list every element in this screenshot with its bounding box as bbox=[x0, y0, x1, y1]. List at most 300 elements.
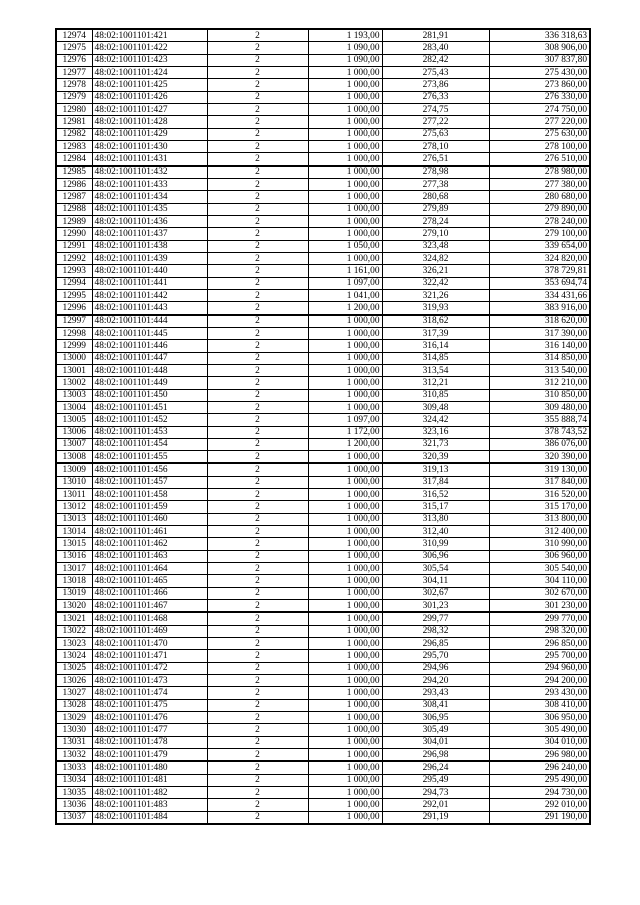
total-value-cell: 304 110,00 bbox=[489, 575, 590, 587]
cadastral-number-cell: 48:02:1001101:436 bbox=[92, 215, 207, 227]
group-code-cell: 2 bbox=[207, 426, 308, 438]
area-value-cell: 1 000,00 bbox=[308, 662, 382, 674]
total-value-cell: 378 743,52 bbox=[489, 426, 590, 438]
group-code-cell: 2 bbox=[207, 103, 308, 115]
group-code-cell: 2 bbox=[207, 724, 308, 736]
table-row bbox=[56, 315, 590, 328]
row-number-cell: 13018 bbox=[56, 575, 92, 587]
unit-value-cell: 278,24 bbox=[382, 215, 489, 227]
total-value-cell: 294 730,00 bbox=[489, 787, 590, 799]
row-number-cell: 13005 bbox=[56, 414, 92, 426]
area-value-cell: 1 000,00 bbox=[308, 638, 382, 650]
unit-value-cell: 326,21 bbox=[382, 265, 489, 277]
row-number-cell: 12992 bbox=[56, 252, 92, 264]
unit-value-cell: 296,24 bbox=[382, 761, 489, 774]
cadastral-number-cell: 48:02:1001101:421 bbox=[92, 29, 207, 42]
group-code-cell: 2 bbox=[207, 662, 308, 674]
group-code-cell: 2 bbox=[207, 240, 308, 252]
row-number-cell: 12977 bbox=[56, 66, 92, 78]
cadastral-number-cell: 48:02:1001101:426 bbox=[92, 91, 207, 103]
table-row bbox=[56, 302, 590, 315]
row-number-cell: 12987 bbox=[56, 191, 92, 203]
area-value-cell: 1 000,00 bbox=[308, 79, 382, 91]
area-value-cell: 1 000,00 bbox=[308, 774, 382, 786]
unit-value-cell: 279,10 bbox=[382, 228, 489, 240]
total-value-cell: 306 960,00 bbox=[489, 550, 590, 562]
table-row bbox=[56, 587, 590, 599]
table-row bbox=[56, 612, 590, 625]
row-number-cell: 13002 bbox=[56, 377, 92, 389]
area-value-cell: 1 000,00 bbox=[308, 389, 382, 401]
unit-value-cell: 293,43 bbox=[382, 687, 489, 699]
group-code-cell: 2 bbox=[207, 377, 308, 389]
unit-value-cell: 314,85 bbox=[382, 352, 489, 364]
cadastral-number-cell: 48:02:1001101:441 bbox=[92, 277, 207, 289]
group-code-cell: 2 bbox=[207, 501, 308, 513]
cadastral-number-cell: 48:02:1001101:479 bbox=[92, 749, 207, 762]
total-value-cell: 307 837,80 bbox=[489, 54, 590, 66]
unit-value-cell: 316,52 bbox=[382, 489, 489, 501]
cadastral-number-cell: 48:02:1001101:447 bbox=[92, 352, 207, 364]
row-number-cell: 13036 bbox=[56, 799, 92, 811]
cadastral-number-cell: 48:02:1001101:433 bbox=[92, 178, 207, 190]
row-number-cell: 13017 bbox=[56, 563, 92, 575]
table-row bbox=[56, 513, 590, 525]
total-value-cell: 316 140,00 bbox=[489, 340, 590, 352]
area-value-cell: 1 193,00 bbox=[308, 29, 382, 42]
area-value-cell: 1 000,00 bbox=[308, 128, 382, 140]
table-row bbox=[56, 426, 590, 438]
cadastral-number-cell: 48:02:1001101:477 bbox=[92, 724, 207, 736]
cadastral-number-cell: 48:02:1001101:427 bbox=[92, 103, 207, 115]
group-code-cell: 2 bbox=[207, 451, 308, 464]
area-value-cell: 1 000,00 bbox=[308, 91, 382, 103]
total-value-cell: 278 100,00 bbox=[489, 140, 590, 152]
group-code-cell: 2 bbox=[207, 625, 308, 637]
area-value-cell: 1 000,00 bbox=[308, 352, 382, 364]
unit-value-cell: 308,41 bbox=[382, 699, 489, 711]
table-body bbox=[56, 29, 590, 824]
area-value-cell: 1 000,00 bbox=[308, 153, 382, 166]
cadastral-number-cell: 48:02:1001101:430 bbox=[92, 140, 207, 152]
unit-value-cell: 291,19 bbox=[382, 811, 489, 824]
table-row bbox=[56, 215, 590, 227]
group-code-cell: 2 bbox=[207, 389, 308, 401]
group-code-cell: 2 bbox=[207, 203, 308, 215]
area-value-cell: 1 000,00 bbox=[308, 476, 382, 488]
unit-value-cell: 277,22 bbox=[382, 116, 489, 128]
total-value-cell: 279 100,00 bbox=[489, 228, 590, 240]
table-row bbox=[56, 79, 590, 91]
area-value-cell: 1 000,00 bbox=[308, 625, 382, 637]
unit-value-cell: 313,80 bbox=[382, 513, 489, 525]
table-row bbox=[56, 550, 590, 562]
group-code-cell: 2 bbox=[207, 736, 308, 748]
cadastral-number-cell: 48:02:1001101:438 bbox=[92, 240, 207, 252]
table-row bbox=[56, 389, 590, 401]
table-row bbox=[56, 327, 590, 339]
row-number-cell: 13031 bbox=[56, 736, 92, 748]
unit-value-cell: 273,86 bbox=[382, 79, 489, 91]
row-number-cell: 13004 bbox=[56, 401, 92, 413]
row-number-cell: 12986 bbox=[56, 178, 92, 190]
unit-value-cell: 324,42 bbox=[382, 414, 489, 426]
total-value-cell: 309 480,00 bbox=[489, 401, 590, 413]
table-row bbox=[56, 66, 590, 78]
total-value-cell: 299 770,00 bbox=[489, 612, 590, 625]
cadastral-number-cell: 48:02:1001101:466 bbox=[92, 587, 207, 599]
area-value-cell: 1 000,00 bbox=[308, 315, 382, 328]
unit-value-cell: 296,98 bbox=[382, 749, 489, 762]
unit-value-cell: 281,91 bbox=[382, 29, 489, 42]
table-row bbox=[56, 103, 590, 115]
total-value-cell: 293 430,00 bbox=[489, 687, 590, 699]
group-code-cell: 2 bbox=[207, 228, 308, 240]
table-row bbox=[56, 538, 590, 550]
table-row bbox=[56, 575, 590, 587]
total-value-cell: 336 318,63 bbox=[489, 29, 590, 42]
unit-value-cell: 275,43 bbox=[382, 66, 489, 78]
table-row bbox=[56, 501, 590, 513]
total-value-cell: 353 694,74 bbox=[489, 277, 590, 289]
cadastral-number-cell: 48:02:1001101:443 bbox=[92, 302, 207, 315]
table-row bbox=[56, 364, 590, 376]
area-value-cell: 1 041,00 bbox=[308, 289, 382, 301]
row-number-cell: 12995 bbox=[56, 289, 92, 301]
cadastral-number-cell: 48:02:1001101:482 bbox=[92, 787, 207, 799]
area-value-cell: 1 000,00 bbox=[308, 178, 382, 190]
group-code-cell: 2 bbox=[207, 265, 308, 277]
table-row bbox=[56, 166, 590, 179]
row-number-cell: 13013 bbox=[56, 513, 92, 525]
cadastral-number-cell: 48:02:1001101:448 bbox=[92, 364, 207, 376]
table-row bbox=[56, 526, 590, 538]
group-code-cell: 2 bbox=[207, 811, 308, 824]
area-value-cell: 1 097,00 bbox=[308, 414, 382, 426]
total-value-cell: 275 430,00 bbox=[489, 66, 590, 78]
row-number-cell: 13037 bbox=[56, 811, 92, 824]
table-row bbox=[56, 675, 590, 687]
area-value-cell: 1 200,00 bbox=[308, 438, 382, 450]
group-code-cell: 2 bbox=[207, 513, 308, 525]
cadastral-number-cell: 48:02:1001101:434 bbox=[92, 191, 207, 203]
unit-value-cell: 295,49 bbox=[382, 774, 489, 786]
area-value-cell: 1 000,00 bbox=[308, 215, 382, 227]
unit-value-cell: 315,17 bbox=[382, 501, 489, 513]
unit-value-cell: 283,40 bbox=[382, 42, 489, 54]
cadastral-number-cell: 48:02:1001101:439 bbox=[92, 252, 207, 264]
table-row bbox=[56, 489, 590, 501]
group-code-cell: 2 bbox=[207, 140, 308, 152]
row-number-cell: 13000 bbox=[56, 352, 92, 364]
area-value-cell: 1 172,00 bbox=[308, 426, 382, 438]
area-value-cell: 1 000,00 bbox=[308, 166, 382, 179]
row-number-cell: 12991 bbox=[56, 240, 92, 252]
table-row bbox=[56, 625, 590, 637]
table-row bbox=[56, 203, 590, 215]
row-number-cell: 12984 bbox=[56, 153, 92, 166]
total-value-cell: 339 654,00 bbox=[489, 240, 590, 252]
total-value-cell: 273 860,00 bbox=[489, 79, 590, 91]
unit-value-cell: 306,96 bbox=[382, 550, 489, 562]
row-number-cell: 12998 bbox=[56, 327, 92, 339]
group-code-cell: 2 bbox=[207, 42, 308, 54]
group-code-cell: 2 bbox=[207, 799, 308, 811]
unit-value-cell: 310,85 bbox=[382, 389, 489, 401]
group-code-cell: 2 bbox=[207, 538, 308, 550]
area-value-cell: 1 000,00 bbox=[308, 650, 382, 662]
unit-value-cell: 292,01 bbox=[382, 799, 489, 811]
group-code-cell: 2 bbox=[207, 352, 308, 364]
total-value-cell: 305 490,00 bbox=[489, 724, 590, 736]
total-value-cell: 378 729,81 bbox=[489, 265, 590, 277]
table-row bbox=[56, 401, 590, 413]
total-value-cell: 306 950,00 bbox=[489, 712, 590, 724]
table-row bbox=[56, 191, 590, 203]
total-value-cell: 383 916,00 bbox=[489, 302, 590, 315]
total-value-cell: 305 540,00 bbox=[489, 563, 590, 575]
row-number-cell: 13020 bbox=[56, 600, 92, 613]
total-value-cell: 315 170,00 bbox=[489, 501, 590, 513]
unit-value-cell: 274,75 bbox=[382, 103, 489, 115]
cadastral-number-cell: 48:02:1001101:461 bbox=[92, 526, 207, 538]
cadastral-number-cell: 48:02:1001101:456 bbox=[92, 463, 207, 476]
area-value-cell: 1 000,00 bbox=[308, 787, 382, 799]
row-number-cell: 12981 bbox=[56, 116, 92, 128]
cadastral-number-cell: 48:02:1001101:478 bbox=[92, 736, 207, 748]
cadastral-number-cell: 48:02:1001101:423 bbox=[92, 54, 207, 66]
row-number-cell: 13027 bbox=[56, 687, 92, 699]
total-value-cell: 312 210,00 bbox=[489, 377, 590, 389]
row-number-cell: 13019 bbox=[56, 587, 92, 599]
row-number-cell: 13024 bbox=[56, 650, 92, 662]
cadastral-number-cell: 48:02:1001101:474 bbox=[92, 687, 207, 699]
cadastral-number-cell: 48:02:1001101:442 bbox=[92, 289, 207, 301]
row-number-cell: 12979 bbox=[56, 91, 92, 103]
total-value-cell: 280 680,00 bbox=[489, 191, 590, 203]
area-value-cell: 1 000,00 bbox=[308, 749, 382, 762]
area-value-cell: 1 000,00 bbox=[308, 451, 382, 464]
group-code-cell: 2 bbox=[207, 54, 308, 66]
cadastral-number-cell: 48:02:1001101:465 bbox=[92, 575, 207, 587]
table-row bbox=[56, 662, 590, 674]
cadastral-number-cell: 48:02:1001101:484 bbox=[92, 811, 207, 824]
row-number-cell: 12997 bbox=[56, 315, 92, 328]
group-code-cell: 2 bbox=[207, 289, 308, 301]
cadastral-number-cell: 48:02:1001101:450 bbox=[92, 389, 207, 401]
unit-value-cell: 276,51 bbox=[382, 153, 489, 166]
row-number-cell: 13015 bbox=[56, 538, 92, 550]
row-number-cell: 12975 bbox=[56, 42, 92, 54]
row-number-cell: 13029 bbox=[56, 712, 92, 724]
cadastral-number-cell: 48:02:1001101:429 bbox=[92, 128, 207, 140]
area-value-cell: 1 000,00 bbox=[308, 252, 382, 264]
total-value-cell: 313 800,00 bbox=[489, 513, 590, 525]
area-value-cell: 1 000,00 bbox=[308, 799, 382, 811]
cadastral-number-cell: 48:02:1001101:483 bbox=[92, 799, 207, 811]
cadastral-number-cell: 48:02:1001101:444 bbox=[92, 315, 207, 328]
table-row bbox=[56, 340, 590, 352]
group-code-cell: 2 bbox=[207, 761, 308, 774]
total-value-cell: 296 850,00 bbox=[489, 638, 590, 650]
total-value-cell: 276 510,00 bbox=[489, 153, 590, 166]
table-row bbox=[56, 414, 590, 426]
cadastral-number-cell: 48:02:1001101:457 bbox=[92, 476, 207, 488]
area-value-cell: 1 000,00 bbox=[308, 513, 382, 525]
area-value-cell: 1 000,00 bbox=[308, 340, 382, 352]
group-code-cell: 2 bbox=[207, 414, 308, 426]
total-value-cell: 386 076,00 bbox=[489, 438, 590, 450]
group-code-cell: 2 bbox=[207, 191, 308, 203]
row-number-cell: 12980 bbox=[56, 103, 92, 115]
area-value-cell: 1 000,00 bbox=[308, 761, 382, 774]
total-value-cell: 319 130,00 bbox=[489, 463, 590, 476]
row-number-cell: 12994 bbox=[56, 277, 92, 289]
total-value-cell: 279 890,00 bbox=[489, 203, 590, 215]
table-row bbox=[56, 687, 590, 699]
table-row bbox=[56, 153, 590, 166]
unit-value-cell: 309,48 bbox=[382, 401, 489, 413]
unit-value-cell: 276,33 bbox=[382, 91, 489, 103]
area-value-cell: 1 000,00 bbox=[308, 191, 382, 203]
group-code-cell: 2 bbox=[207, 79, 308, 91]
area-value-cell: 1 097,00 bbox=[308, 277, 382, 289]
area-value-cell: 1 000,00 bbox=[308, 538, 382, 550]
cadastral-number-cell: 48:02:1001101:431 bbox=[92, 153, 207, 166]
unit-value-cell: 321,73 bbox=[382, 438, 489, 450]
total-value-cell: 291 190,00 bbox=[489, 811, 590, 824]
row-number-cell: 12985 bbox=[56, 166, 92, 179]
group-code-cell: 2 bbox=[207, 550, 308, 562]
total-value-cell: 324 820,00 bbox=[489, 252, 590, 264]
row-number-cell: 13034 bbox=[56, 774, 92, 786]
unit-value-cell: 301,23 bbox=[382, 600, 489, 613]
cadastral-number-cell: 48:02:1001101:472 bbox=[92, 662, 207, 674]
group-code-cell: 2 bbox=[207, 587, 308, 599]
group-code-cell: 2 bbox=[207, 463, 308, 476]
unit-value-cell: 316,14 bbox=[382, 340, 489, 352]
unit-value-cell: 302,67 bbox=[382, 587, 489, 599]
area-value-cell: 1 000,00 bbox=[308, 327, 382, 339]
group-code-cell: 2 bbox=[207, 66, 308, 78]
unit-value-cell: 304,01 bbox=[382, 736, 489, 748]
group-code-cell: 2 bbox=[207, 476, 308, 488]
unit-value-cell: 296,85 bbox=[382, 638, 489, 650]
group-code-cell: 2 bbox=[207, 712, 308, 724]
cadastral-number-cell: 48:02:1001101:425 bbox=[92, 79, 207, 91]
table-row bbox=[56, 42, 590, 54]
group-code-cell: 2 bbox=[207, 575, 308, 587]
cadastral-number-cell: 48:02:1001101:458 bbox=[92, 489, 207, 501]
area-value-cell: 1 000,00 bbox=[308, 712, 382, 724]
cadastral-number-cell: 48:02:1001101:471 bbox=[92, 650, 207, 662]
row-number-cell: 13011 bbox=[56, 489, 92, 501]
unit-value-cell: 305,49 bbox=[382, 724, 489, 736]
row-number-cell: 13023 bbox=[56, 638, 92, 650]
total-value-cell: 277 220,00 bbox=[489, 116, 590, 128]
unit-value-cell: 277,38 bbox=[382, 178, 489, 190]
group-code-cell: 2 bbox=[207, 277, 308, 289]
area-value-cell: 1 090,00 bbox=[308, 42, 382, 54]
cadastral-number-cell: 48:02:1001101:475 bbox=[92, 699, 207, 711]
area-value-cell: 1 000,00 bbox=[308, 116, 382, 128]
cadastral-number-cell: 48:02:1001101:481 bbox=[92, 774, 207, 786]
unit-value-cell: 319,13 bbox=[382, 463, 489, 476]
table-row bbox=[56, 128, 590, 140]
unit-value-cell: 313,54 bbox=[382, 364, 489, 376]
row-number-cell: 13021 bbox=[56, 612, 92, 625]
table-row bbox=[56, 736, 590, 748]
unit-value-cell: 312,40 bbox=[382, 526, 489, 538]
cadastral-number-cell: 48:02:1001101:428 bbox=[92, 116, 207, 128]
unit-value-cell: 278,10 bbox=[382, 140, 489, 152]
group-code-cell: 2 bbox=[207, 526, 308, 538]
unit-value-cell: 312,21 bbox=[382, 377, 489, 389]
area-value-cell: 1 000,00 bbox=[308, 575, 382, 587]
table-row bbox=[56, 463, 590, 476]
unit-value-cell: 324,82 bbox=[382, 252, 489, 264]
unit-value-cell: 294,96 bbox=[382, 662, 489, 674]
area-value-cell: 1 000,00 bbox=[308, 811, 382, 824]
table-row bbox=[56, 377, 590, 389]
unit-value-cell: 280,68 bbox=[382, 191, 489, 203]
cadastral-number-cell: 48:02:1001101:460 bbox=[92, 513, 207, 525]
group-code-cell: 2 bbox=[207, 340, 308, 352]
cadastral-number-cell: 48:02:1001101:473 bbox=[92, 675, 207, 687]
total-value-cell: 296 980,00 bbox=[489, 749, 590, 762]
cadastral-number-cell: 48:02:1001101:449 bbox=[92, 377, 207, 389]
area-value-cell: 1 000,00 bbox=[308, 526, 382, 538]
group-code-cell: 2 bbox=[207, 774, 308, 786]
total-value-cell: 355 888,74 bbox=[489, 414, 590, 426]
table-row bbox=[56, 650, 590, 662]
row-number-cell: 12996 bbox=[56, 302, 92, 315]
table-row bbox=[56, 91, 590, 103]
unit-value-cell: 295,70 bbox=[382, 650, 489, 662]
row-number-cell: 13010 bbox=[56, 476, 92, 488]
row-number-cell: 13022 bbox=[56, 625, 92, 637]
table-row bbox=[56, 240, 590, 252]
group-code-cell: 2 bbox=[207, 699, 308, 711]
group-code-cell: 2 bbox=[207, 687, 308, 699]
area-value-cell: 1 000,00 bbox=[308, 501, 382, 513]
unit-value-cell: 294,20 bbox=[382, 675, 489, 687]
group-code-cell: 2 bbox=[207, 91, 308, 103]
area-value-cell: 1 000,00 bbox=[308, 587, 382, 599]
cadastral-number-cell: 48:02:1001101:468 bbox=[92, 612, 207, 625]
row-number-cell: 13006 bbox=[56, 426, 92, 438]
area-value-cell: 1 090,00 bbox=[308, 54, 382, 66]
table-row bbox=[56, 787, 590, 799]
unit-value-cell: 320,39 bbox=[382, 451, 489, 464]
group-code-cell: 2 bbox=[207, 302, 308, 315]
row-number-cell: 13035 bbox=[56, 787, 92, 799]
row-number-cell: 12974 bbox=[56, 29, 92, 42]
cadastral-number-cell: 48:02:1001101:452 bbox=[92, 414, 207, 426]
cadastral-value-table bbox=[55, 28, 591, 825]
total-value-cell: 302 670,00 bbox=[489, 587, 590, 599]
total-value-cell: 294 960,00 bbox=[489, 662, 590, 674]
cadastral-number-cell: 48:02:1001101:480 bbox=[92, 761, 207, 774]
cadastral-number-cell: 48:02:1001101:463 bbox=[92, 550, 207, 562]
unit-value-cell: 321,26 bbox=[382, 289, 489, 301]
row-number-cell: 13026 bbox=[56, 675, 92, 687]
unit-value-cell: 294,73 bbox=[382, 787, 489, 799]
total-value-cell: 295 490,00 bbox=[489, 774, 590, 786]
area-value-cell: 1 200,00 bbox=[308, 302, 382, 315]
row-number-cell: 13016 bbox=[56, 550, 92, 562]
unit-value-cell: 278,98 bbox=[382, 166, 489, 179]
